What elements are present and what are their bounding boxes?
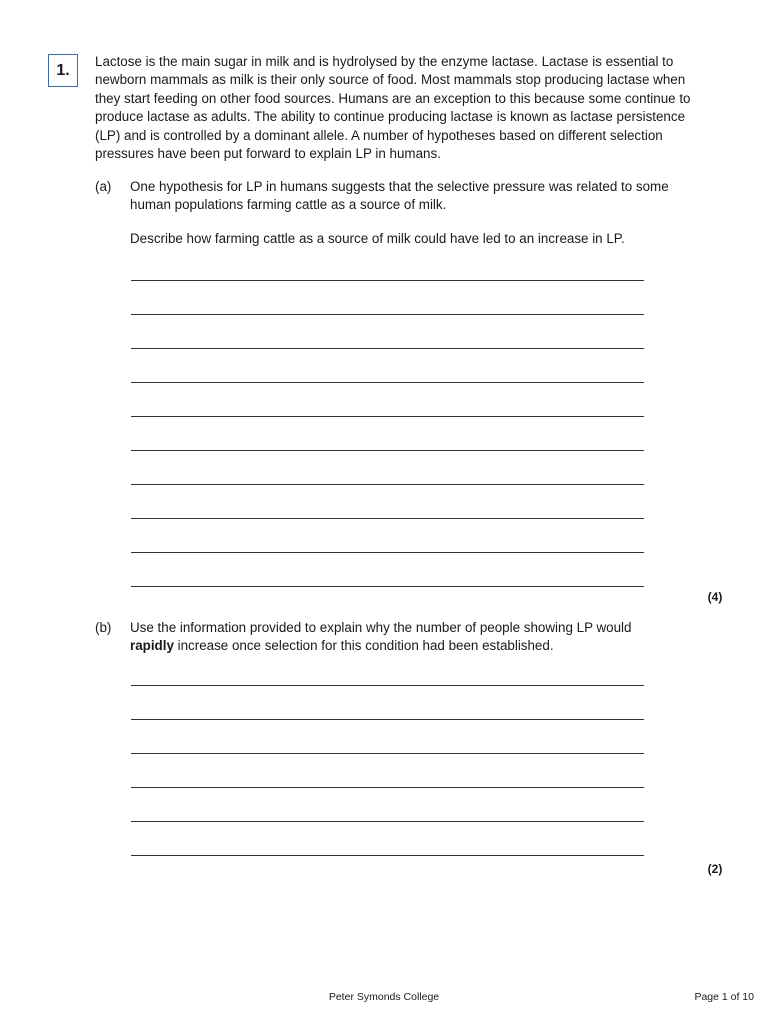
answer-line[interactable] [131,720,644,754]
part-b-text [130,619,670,656]
answer-line[interactable] [131,652,644,686]
answer-line[interactable] [131,686,644,720]
part-b-marks: (2) [707,862,723,876]
answer-line[interactable] [131,417,644,451]
answer-line[interactable] [131,553,644,587]
answer-line[interactable] [131,247,644,281]
answer-line[interactable] [131,281,644,315]
part-a-label: (a) [95,179,112,194]
part-a-instruction: Describe how farming cattle as a source of milk could have led to an increase in LP. [130,231,625,246]
part-b-emphasis: rapidly [130,638,174,654]
part-a-text: One hypothesis for LP in humans suggests that the selective pressure was related to some human populations farming cattle as a source of milk. [130,179,669,213]
answer-line[interactable] [131,822,644,856]
part-b-text-start: Use the information provided to explain why the number of people showing LP would [130,620,632,635]
footer-page-number: Page 1 of 10 [694,991,754,1003]
question-number: 1. [48,54,78,87]
answer-line[interactable] [131,788,644,822]
footer-college: Peter Symonds College [328,991,440,1003]
answer-line[interactable] [131,485,644,519]
part-b-label: (b) [95,620,112,635]
answer-line[interactable] [131,383,644,417]
answer-line[interactable] [131,315,644,349]
question-intro: Lactose is the main sugar in milk and is hydrolysed by the enzyme lactase. Lactase is essential to newborn mammals as milk is their only source of food. Most mammals stop producing lactase when they start feeding on other food sources. Humans are an exception to this because some continue to produce lactase as adults. The ability to continue producing lactase is known as lactase persistence (LP) and is controlled by a dominant allele. A number of hypotheses based on different selection pressures have been put forward to explain LP in humans. [95,54,691,162]
answer-line[interactable] [131,349,644,383]
part-b-answer-lines[interactable] [131,652,644,856]
part-b-text-end: increase once selection for this condition had been established. [173,638,554,654]
answer-line[interactable] [131,754,644,788]
answer-line[interactable] [131,451,644,485]
part-a-marks: (4) [707,590,723,604]
part-a-answer-lines[interactable] [131,247,644,587]
answer-line[interactable] [131,519,644,553]
